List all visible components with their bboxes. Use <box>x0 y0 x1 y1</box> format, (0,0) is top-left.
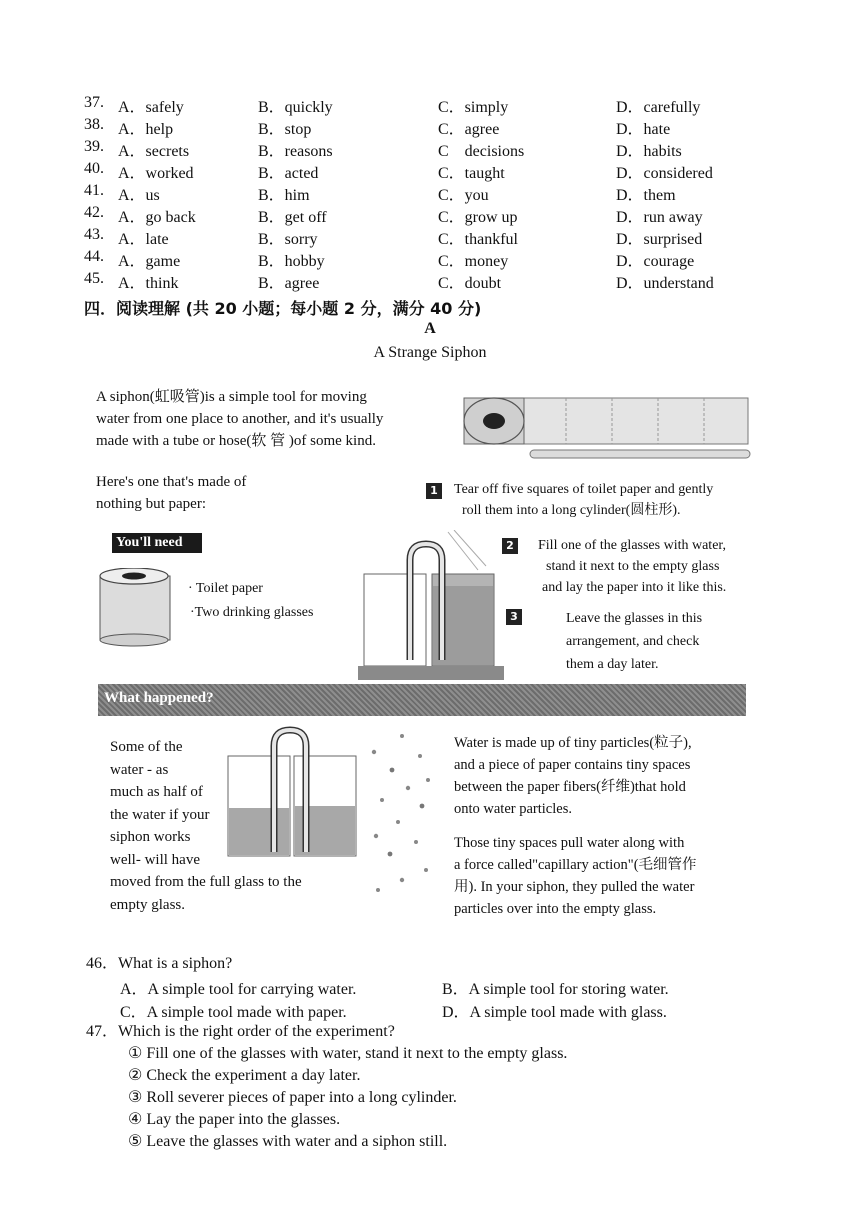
passage-letter: A <box>424 320 436 337</box>
passage-title: A Strange Siphon <box>373 344 487 361</box>
section-heading: 四．阅读理解 (共 20 小题；每小题 2 分，满分 40 分) <box>84 299 482 318</box>
q47-item-2: ② Check the experiment a day later. <box>128 1067 361 1084</box>
step-line: and lay the paper into it like this. <box>542 580 727 595</box>
question-number: 42. <box>84 204 104 221</box>
option-a: A．help <box>118 121 174 138</box>
particles-icon <box>362 730 442 900</box>
q47-item-5: ⑤ Leave the glasses with water and a siphon still. <box>128 1133 448 1150</box>
question-47-stem: 47．Which is the right order of the experiment? <box>86 1023 395 1040</box>
cloze-row-42 <box>84 204 784 226</box>
option-c: C decisions <box>438 143 525 160</box>
option-c: C．grow up <box>438 209 518 226</box>
option-b: B．hobby <box>258 253 325 270</box>
here-line: Here's one that's made of <box>96 474 247 490</box>
option-a: A．secrets <box>118 143 190 160</box>
option-a: A．go back <box>118 209 196 226</box>
option-b: B．get off <box>258 209 327 226</box>
cloze-row-44 <box>84 248 784 270</box>
result-line: moved from the full glass to the <box>110 874 302 890</box>
q46-option-d: D．A simple tool made with glass. <box>442 1004 667 1021</box>
option-b: B．sorry <box>258 231 318 248</box>
step-line: Leave the glasses in this <box>566 611 703 626</box>
result-line: Some of the <box>110 739 183 755</box>
step-line: Fill one of the glasses with water, <box>538 538 727 553</box>
option-a: A．late <box>118 231 169 248</box>
explain-line: between the paper fibers(纤维)that hold <box>454 779 686 795</box>
step-3-text <box>566 607 766 676</box>
cloze-row-41 <box>84 182 784 204</box>
option-b: B．reasons <box>258 143 333 160</box>
need-toilet-paper: · Toilet paper <box>188 581 263 596</box>
cloze-row-39 <box>84 138 784 160</box>
q46-option-a: A．A simple tool for carrying water. <box>120 981 357 998</box>
q47-item-4: ④ Lay the paper into the glasses. <box>128 1111 341 1128</box>
option-d: D．understand <box>616 275 714 292</box>
intro-paragraph <box>96 386 446 452</box>
option-b: B．stop <box>258 121 312 138</box>
here-text <box>96 471 316 515</box>
explain-line: and a piece of paper contains tiny spaces <box>454 757 691 773</box>
explain-line: 用). In your siphon, they pulled the water <box>454 879 695 895</box>
result-line: siphon works <box>110 829 191 845</box>
paper-roll-illustration <box>460 388 760 468</box>
option-d: D．carefully <box>616 99 701 116</box>
here-line: nothing but paper: <box>96 496 206 512</box>
step-line: roll them into a long cylinder(圆柱形). <box>462 503 681 518</box>
explain-line: Those tiny spaces pull water along with <box>454 835 685 851</box>
step-line: stand it next to the empty glass <box>546 559 720 574</box>
explain-line: Water is made up of tiny particles(粒子), <box>454 735 692 751</box>
option-c: C．you <box>438 187 489 204</box>
option-a: A．game <box>118 253 181 270</box>
option-c: C．simply <box>438 99 509 116</box>
intro-line: A siphon(虹吸管)is a simple tool for moving <box>96 389 367 405</box>
option-d: D．run away <box>616 209 703 226</box>
cloze-row-43 <box>84 226 784 248</box>
q46-option-b: B．A simple tool for storing water. <box>442 981 669 998</box>
toilet-paper-icon <box>94 568 190 648</box>
cloze-row-40 <box>84 160 784 182</box>
intro-line: made with a tube or hose(软 管 )of some kind. <box>96 433 376 449</box>
step-number-3: 3 <box>506 609 522 625</box>
option-d: D．habits <box>616 143 682 160</box>
explain-line: particles over into the empty glass. <box>454 901 657 917</box>
result-line: much as half of <box>110 784 203 800</box>
step-line: arrangement, and check <box>566 634 700 649</box>
option-c: C．thankful <box>438 231 518 248</box>
question-number: 41. <box>84 182 104 199</box>
option-a: A．safely <box>118 99 184 116</box>
explain-line: a force called"capillary action"(毛细管作 <box>454 857 697 873</box>
need-glasses: ·Two drinking glasses <box>190 605 314 620</box>
explain-line: onto water particles. <box>454 801 572 817</box>
question-number: 39. <box>84 138 104 155</box>
option-d: D．courage <box>616 253 695 270</box>
option-d: D．surprised <box>616 231 703 248</box>
explanation-paragraph-1 <box>454 732 784 820</box>
result-line: empty glass. <box>110 896 185 913</box>
question-number: 37. <box>84 94 104 111</box>
step-line: them a day later. <box>566 657 659 672</box>
question-number: 38. <box>84 116 104 133</box>
option-a: A．us <box>118 187 160 204</box>
siphon-result-illustration <box>226 724 362 864</box>
option-c: C．money <box>438 253 509 270</box>
question-number: 40. <box>84 160 104 177</box>
explanation-paragraph-2 <box>454 832 784 920</box>
cloze-row-37 <box>84 94 784 116</box>
option-c: C．taught <box>438 165 505 182</box>
option-a: A．think <box>118 275 179 292</box>
q47-item-3: ③ Roll severer pieces of paper into a long cylinder. <box>128 1089 457 1106</box>
step-1-text <box>454 479 774 521</box>
step-line: Tear off five squares of toilet paper and gently <box>454 482 714 497</box>
step-2-text <box>530 535 790 598</box>
option-d: D．considered <box>616 165 713 182</box>
option-c: C．doubt <box>438 275 502 292</box>
question-number: 45. <box>84 270 104 287</box>
siphon-setup-illustration <box>358 530 504 682</box>
cloze-row-38 <box>84 116 784 138</box>
step-number-1: 1 <box>426 483 442 499</box>
question-number: 44. <box>84 248 104 265</box>
result-line: water - as <box>110 761 169 778</box>
option-b: B．agree <box>258 275 320 292</box>
q46-option-c: C．A simple tool made with paper. <box>120 1004 347 1021</box>
step-number-2: 2 <box>502 538 518 554</box>
option-b: B．him <box>258 187 310 204</box>
question-46-stem: 46．What is a siphon? <box>86 955 233 972</box>
result-line: the water if your <box>110 806 210 823</box>
what-happened-label: What happened? <box>104 690 214 706</box>
option-a: A．worked <box>118 165 194 182</box>
question-number: 43. <box>84 226 104 243</box>
option-d: D．hate <box>616 121 671 138</box>
option-c: C．agree <box>438 121 500 138</box>
youll-need-label: You'll need <box>112 533 202 553</box>
cloze-row-45 <box>84 270 784 292</box>
q47-item-1: ① Fill one of the glasses with water, stand it next to the empty glass. <box>128 1045 568 1062</box>
result-line: well- will have <box>110 851 200 868</box>
option-d: D．them <box>616 187 676 204</box>
option-b: B．acted <box>258 165 319 182</box>
option-b: B．quickly <box>258 99 333 116</box>
intro-line: water from one place to another, and it's usually <box>96 411 384 427</box>
